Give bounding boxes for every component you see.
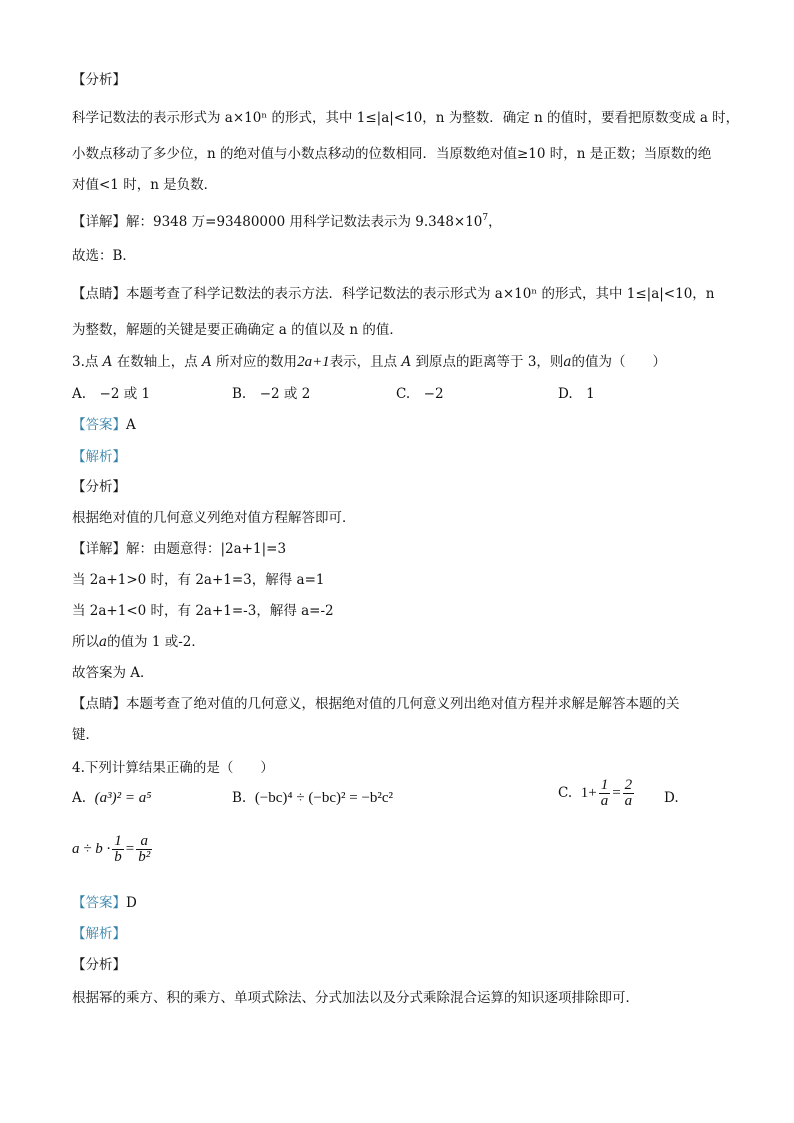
answer-label: 【答案】 (72, 417, 126, 433)
q4-option-a-expr: (a³)² = a⁵ (94, 790, 152, 806)
q4-answer-line: 【答案】D (72, 895, 137, 911)
q3-case1: 当 2a+1>0 时，有 2a+1=3，解得 a=1 (72, 572, 325, 588)
q4-explain-label: 【解析】 (72, 926, 126, 942)
choice-line-1: 故选：B． (72, 248, 136, 264)
fraction: $\frac{1}{a}$ (600, 777, 609, 809)
q4-analysis-text: 根据幂的乘方、积的乘方、单项式除法、分式加法以及分式乘除混合运算的知识逐项排除即可． (72, 990, 639, 1006)
q3-final: 故答案为 A． (72, 665, 154, 681)
analysis-text-1c: 对值<1 时，n 是负数． (72, 177, 218, 193)
q4-option-d-label: D. (664, 790, 679, 806)
q3-detail-line: 【详解】解：由题意得：|2a+1|=3 (72, 541, 287, 557)
detail-line-1: 【详解】解：9348 万=93480000 用科学记数法表示为 $9.348\times 10^7$， (72, 213, 502, 230)
comment-line-1a: 【点睛】本题考查了科学记数法的表示方法．科学记数法的表示形式为 a×10ⁿ 的形式，其中 1≤|a|<10，n (72, 286, 715, 302)
q4-answer: D (126, 895, 137, 911)
detail-label: 【详解】 (72, 214, 126, 230)
fraction: $\frac{1}{b}$ (114, 833, 122, 865)
analysis-text-1b: 小数点移动了多少位，n 的绝对值与小数点移动的位数相同．当原数绝对值≥10 时，n 是正数；当原数的绝 (72, 146, 712, 162)
q4-option-a: A. (a³)² = a⁵ (72, 790, 152, 806)
q4-analysis-label: 【分析】 (72, 957, 126, 973)
q3-explain-label: 【解析】 (72, 449, 126, 465)
q4-option-b: B. (−bc)⁴ ÷ (−bc)² = −b²c² (232, 790, 394, 806)
q4-option-c: C. 1+ $\frac{1}{a}$ = $\frac{2}{a}$ (558, 777, 633, 809)
detail-exponent: 7 (482, 213, 489, 223)
q3-comment-b: 键． (72, 727, 99, 743)
q3-stem: 3.点 A 在数轴上，点 A 所对应的数用2a+1表示，且点 A 到原点的距离等于 3，则a的值为（ ） (72, 354, 666, 370)
q3-option-a: A. −2 或 1 (72, 386, 151, 402)
detail-text: 解：9348 万=93480000 用科学记数法表示为 9.348×10 (126, 214, 483, 230)
fraction: $\frac{a}{\text{b²}}$ (138, 833, 151, 865)
comment-line-1b: 为整数，解题的关键是要正确确定 a 的值以及 n 的值． (72, 322, 403, 338)
analysis-heading-1: 【分析】 (72, 72, 126, 88)
q3-case2: 当 2a+1<0 时，有 2a+1=-3，解得 a=-2 (72, 603, 334, 619)
q3-option-d: D. 1 (558, 386, 595, 402)
q3-analysis-label: 【分析】 (72, 479, 126, 495)
q3-analysis-text: 根据绝对值的几何意义列绝对值方程解答即可． (72, 510, 356, 526)
q3-result: 所以a的值为 1 或-2． (72, 634, 205, 650)
q4-option-d: a ÷ b · $\frac{1}{b}$ = $\frac{a}{\text{b²}}$ (72, 833, 151, 865)
q3-answer: A (126, 417, 136, 433)
q3-answer-line (72, 413, 136, 433)
q3-option-b: B. −2 或 2 (232, 386, 311, 402)
q4-option-b-expr: (−bc)⁴ ÷ (−bc)² = −b²c² (254, 790, 394, 806)
q3-comment-a: 【点睛】本题考查了绝对值的几何意义，根据绝对值的几何意义列出绝对值方程并求解是解答本题的关 (72, 696, 680, 712)
comment-label: 【点睛】 (72, 286, 126, 302)
q4-stem: 4.下列计算结果正确的是（ ） (72, 760, 274, 776)
q3-option-c: C. −2 (396, 386, 444, 402)
fraction: $\frac{2}{a}$ (624, 777, 633, 809)
analysis-text-1a: 科学记数法的表示形式为 a×10ⁿ 的形式，其中 1≤|a|<10，n 为整数．确定 n 的值时，要看把原数变成 a 时， (72, 110, 740, 126)
